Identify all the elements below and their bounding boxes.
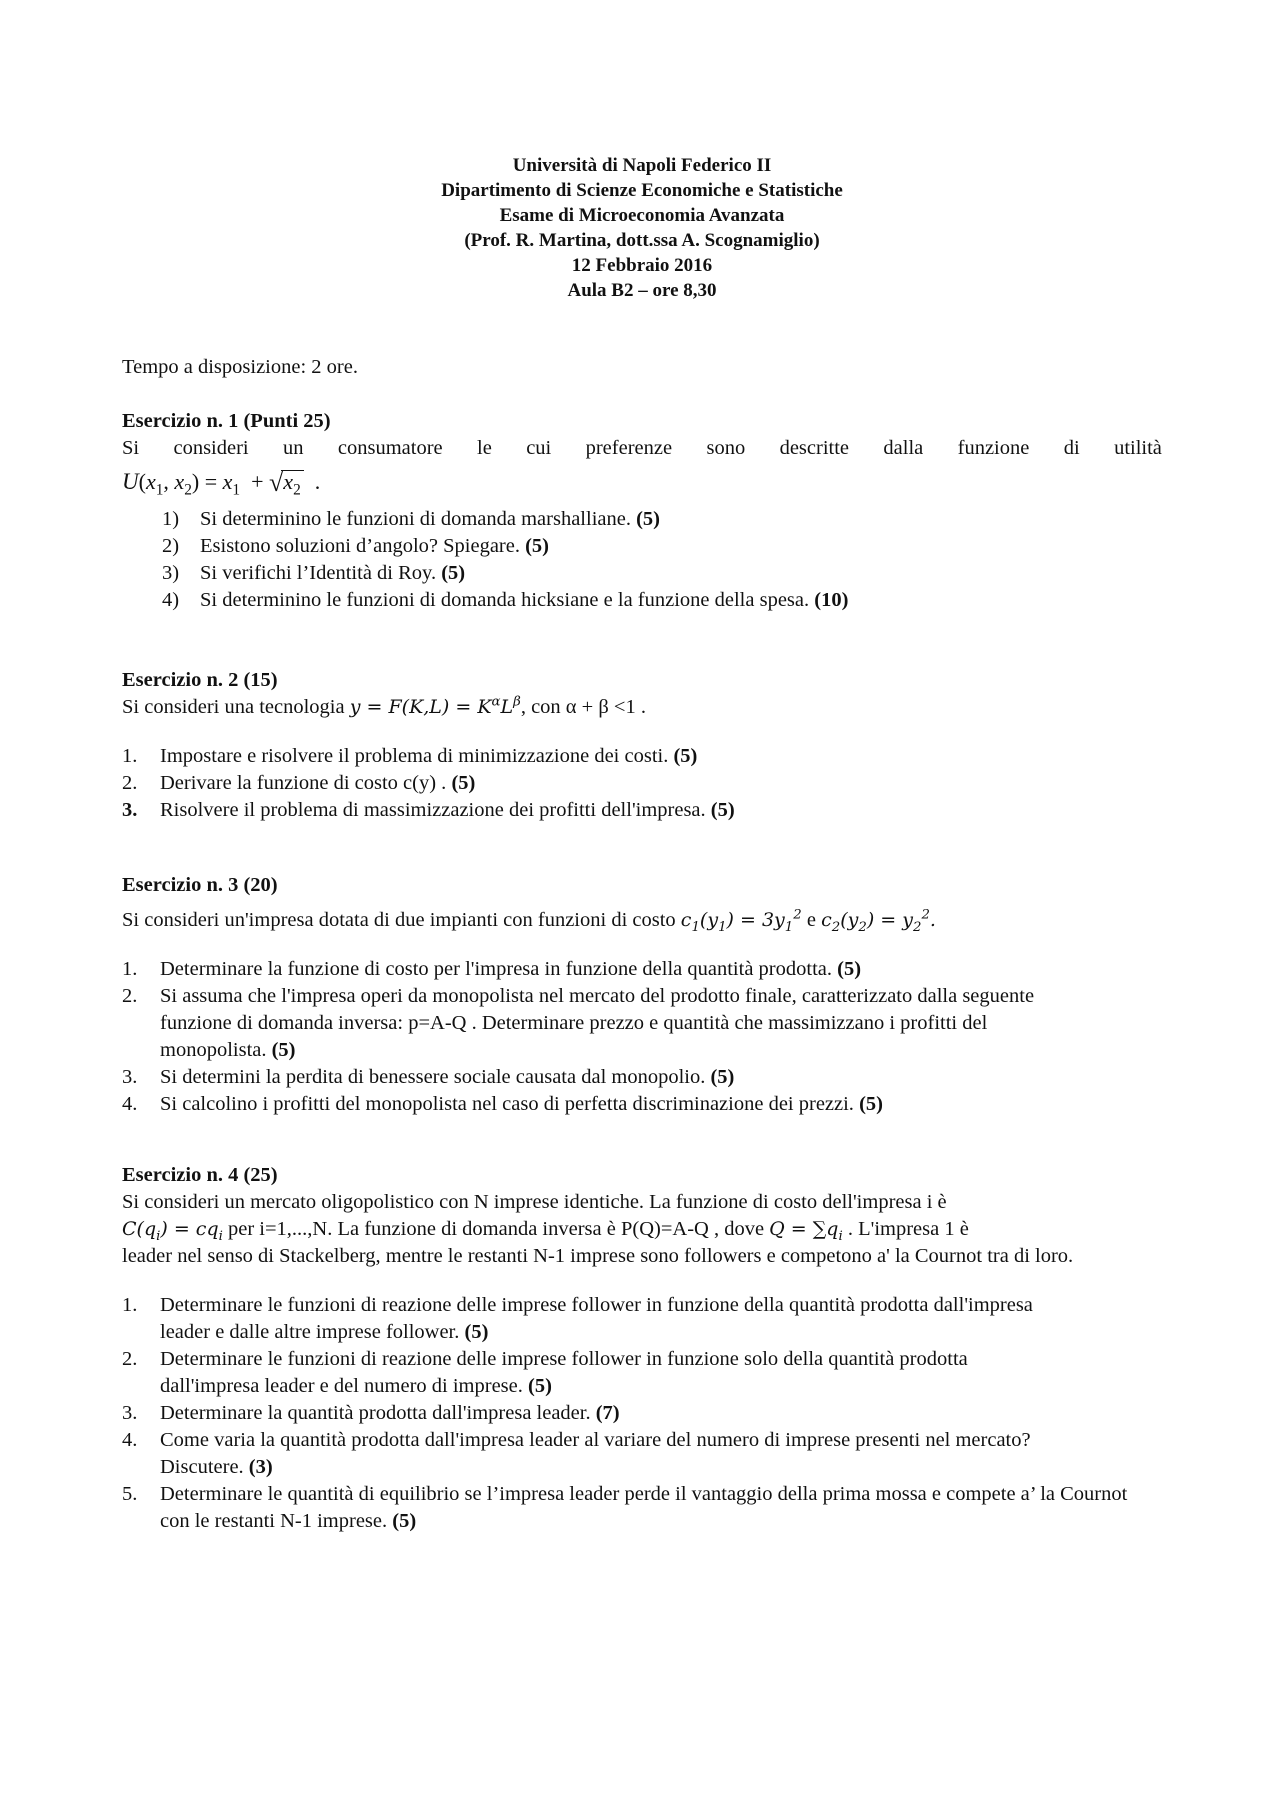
- question-item: 2. Si assuma che l'impresa operi da monopolista nel mercato del prodotto finale, caratterizzato dalla seguente funzione di domanda inversa: p=A-Q . Determinare prezzo e quantità che massimizzano i profitti del monopolista. (5): [122, 985, 1035, 1061]
- question-item: 3) Si verifichi l’Identità di Roy. (5): [162, 562, 466, 584]
- exercise-3: [122, 872, 1162, 1118]
- exam-room-time: Aula B2 – ore 8,30: [567, 280, 717, 301]
- exercise-1: [122, 408, 1162, 614]
- time-allowed: Tempo a disposizione: 2 ore.: [122, 356, 358, 378]
- exercise-4-title: Esercizio n. 4 (25): [122, 1164, 278, 1186]
- exercise-3-title: Esercizio n. 3 (20): [122, 874, 278, 896]
- question-item: 2. Derivare la funzione di costo c(y) . (5): [122, 772, 476, 794]
- intro-word: descritte: [779, 437, 850, 459]
- exercise-2-questions: [122, 743, 1162, 824]
- exam-date: 12 Febbraio 2016: [571, 255, 713, 276]
- intro-word: Si: [122, 437, 140, 459]
- exam-header: [122, 153, 1162, 303]
- cost-function-1: $c_1(y_1) = 3y_1^2$: [680, 907, 802, 935]
- exercise-1-title: Esercizio n. 1 (Punti 25): [122, 410, 331, 432]
- professors: (Prof. R. Martina, dott.ssa A. Scognamiglio): [464, 230, 820, 251]
- question-item: 4. Si calcolino i profitti del monopolista nel caso di perfetta discriminazione dei prezzi. (5): [122, 1093, 883, 1115]
- question-item: 3. Determinare la quantità prodotta dall'impresa leader. (7): [122, 1402, 620, 1424]
- question-item: 1. Determinare la funzione di costo per l'impresa in funzione della quantità prodotta. (5): [122, 958, 862, 980]
- firm-cost-function: $C(q_i) = cq_i$: [122, 1218, 223, 1244]
- intro-word: consideri: [173, 437, 249, 459]
- exercise-4-questions: [122, 1292, 1162, 1535]
- question-item: 1. Impostare e risolvere il problema di minimizzazione dei costi. (5): [122, 745, 698, 767]
- intro-word: cui: [526, 437, 552, 459]
- question-item: 4) Si determinino le funzioni di domanda hicksiane e la funzione della spesa. (10): [162, 589, 849, 611]
- question-item: 3. Risolvere il problema di massimizzazione dei profitti dell'impresa. (5): [122, 799, 735, 821]
- department-name: Dipartimento di Scienze Economiche e Statistiche: [441, 180, 843, 201]
- question-item: 1. Determinare le funzioni di reazione delle imprese follower in funzione della quantità prodotta dall'impresa leader e dalle altre imprese follower. (5): [122, 1294, 1033, 1343]
- university-name: Università di Napoli Federico II: [512, 155, 772, 176]
- intro-word: funzione: [957, 437, 1030, 459]
- question-item: 1) Si determinino le funzioni di domanda marshalliane. (5): [162, 508, 660, 530]
- exercise-3-intro: Si consideri un'impresa dotata di due impianti con funzioni di costo $c_1(y_1) = 3y_1^2$ e $c_2(y_2) = y_2^2$.: [122, 907, 936, 935]
- intro-word: di: [1063, 437, 1080, 459]
- production-function: $y = F(K,L) = K^\alpha L^\beta$: [349, 694, 521, 718]
- exam-name: Esame di Microeconomia Avanzata: [499, 205, 785, 226]
- aggregate-quantity: $Q = \sum q_i$: [769, 1218, 843, 1244]
- utility-formula: $U(x_1$, $x_2) = x_1 + √x_2$ .: [122, 468, 321, 499]
- question-item: 2. Determinare le funzioni di reazione delle imprese follower in funzione solo della quantità prodotta dall'impresa leader e del numero di imprese. (5): [122, 1348, 968, 1397]
- exercise-2: [122, 667, 1162, 824]
- intro-word: le: [477, 437, 492, 459]
- question-item: 4. Come varia la quantità prodotta dall'impresa leader al variare del numero di imprese presenti nel mercato? Discutere. (3): [122, 1429, 1031, 1478]
- question-item: 5. Determinare le quantità di equilibrio se l’impresa leader perde il vantaggio della prima mossa e compete a’ la Cournot con le restanti N-1 imprese. (5): [122, 1483, 1128, 1532]
- exercise-1-questions: [122, 506, 1162, 614]
- exercise-1-intro: [122, 435, 1162, 462]
- exercise-3-questions: [122, 956, 1162, 1118]
- exercise-2-intro: Si consideri una tecnologia $y = F(K,L) = K^\alpha L^\beta$, con α + β <1 .: [122, 694, 646, 718]
- intro-word: un: [283, 437, 304, 459]
- question-item: 2) Esistono soluzioni d’angolo? Spiegare. (5): [162, 535, 550, 557]
- exercise-4: [122, 1162, 1162, 1535]
- intro-word: sono: [706, 437, 746, 459]
- intro-word: preferenze: [585, 437, 673, 459]
- cost-function-2: $c_2(y_2) = y_2^2$.: [821, 907, 936, 935]
- intro-word: dalla: [883, 437, 924, 459]
- exercise-2-title: Esercizio n. 2 (15): [122, 669, 278, 691]
- question-item: 3. Si determini la perdita di benessere sociale causata dal monopolio. (5): [122, 1066, 735, 1088]
- intro-word: utilità: [1114, 437, 1162, 459]
- intro-word: consumatore: [337, 437, 443, 459]
- exercise-4-intro: Si consideri un mercato oligopolistico con N imprese identiche. La funzione di costo dell'impresa i è $C(q_i) = cq_i$ per i=1,...,N. La funzione di domanda inversa è P(Q)=A-Q , dove $Q = \sum q_i$ . L'impresa 1 è leader nel senso di Stackelberg, mentre le restanti N-1 imprese sono followers e competono a' la Cournot tra di loro.: [122, 1191, 1074, 1267]
